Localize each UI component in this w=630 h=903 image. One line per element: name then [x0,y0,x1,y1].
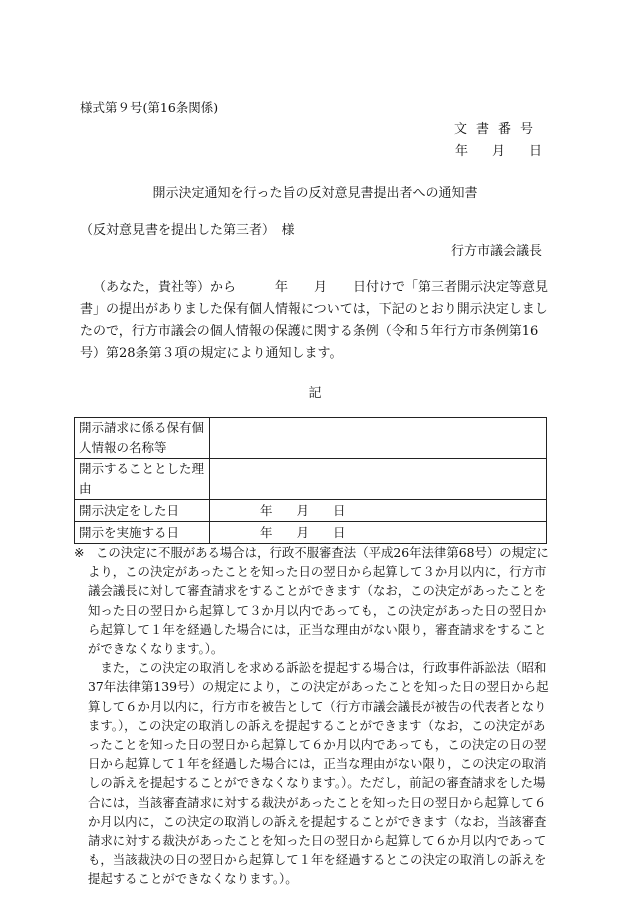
table-row [75,418,547,459]
table-row [75,522,547,544]
form-label: 様式第９号(第16条関係) [80,100,219,115]
body-paragraph: （あなた，貴社等）から 年 月 日付けで「第三者開示決定等意見書」の提出がありました保有個人情報については，下記のとおり開示決定しましたので，行方市議会の個人情報の保護に関する条例（令和５年行方市条例第16号）第28条第３項の規定により通知します。 [80,280,549,361]
date-month: 月 [296,524,310,540]
date-year: 年 [260,502,273,518]
date-day: 日 [333,524,346,540]
sender-name: 行方市議会議長 [450,244,542,259]
table-row-label: 開示を実施する日 [75,522,210,544]
date-year: 年 [260,524,273,540]
date-day: 日 [333,502,346,518]
document-title: 開示決定通知を行った旨の反対意見書提出者への通知書 [152,186,478,201]
date-month: 月 [296,502,310,518]
table-row-date [210,500,547,522]
note-paragraph-2: また，この決定の取消しを求める訴訟を提起する場合は，行政事件訴訟法（昭和37年法律第139号）の規定により，この決定があったことを知った日の翌日から起算して６か月以内に，行方市を被告として（行方市議会議長が被告の代表者となります。），この決定の取消しの訴えを提起することができます（なお，この決定があったことを知った日の翌日から起算して６か月以内であっても，この決定の日の翌日から起算して１年を経過した場合には，正当な理由がない限り，この決定の取消しの訴えを提起することができなくなります。）。ただし，前記の審査請求をした場合には，当該審査請求に対する裁決があったことを知った日の翌日から起算して６か月以内に，この決定の取消しの訴えを提起することができます（なお，当該審査請求に対する裁決があったことを知った日の翌日から起算して６か月以内であっても，当該裁決の日の翌日から起算して１年を経過するとこの決定の取消しの訴えを提起することができなくなります。）。 [88,660,549,887]
info-table [74,417,547,544]
note-paragraph-1 [74,543,550,658]
table-row-value [210,459,547,500]
table-row-label: 開示決定をした日 [75,500,210,522]
table-row-label: 開示請求に係る保有個人情報の名称等 [75,418,210,459]
body-text [80,277,550,365]
document-number-label: 文書番号 [453,122,542,137]
table-row-date [210,522,547,544]
recipient-line: （反対意見書を提出した第三者） 様 [80,223,295,238]
note-text-1: この決定に不服がある場合は，行政不服審査法（平成26年法律第68号）の規定により，この決定があったことを知った日の翌日から起算して３か月以内に，行方市議会議長に対して審査請求をすることができます（なお，この決定があったことを知った日の翌日から起算して３か月以内であっても，この決定があった日の翌日から起算して１年を経過した場合には，正当な理由がない限り，審査請求をすることができなくなります。）。 [88,545,549,657]
table-row-value [210,418,547,459]
ki-heading: 記 [308,386,322,401]
document-date-label [455,140,542,159]
table-row-label: 開示することとした理由 [75,459,210,500]
table-row [75,459,547,500]
date-year-label: 年 [454,144,468,159]
date-day-label: 日 [528,144,542,159]
table-row [75,500,547,522]
notes-section [74,543,550,889]
date-month-label: 月 [491,144,505,159]
note-mark: ※ [74,545,85,560]
